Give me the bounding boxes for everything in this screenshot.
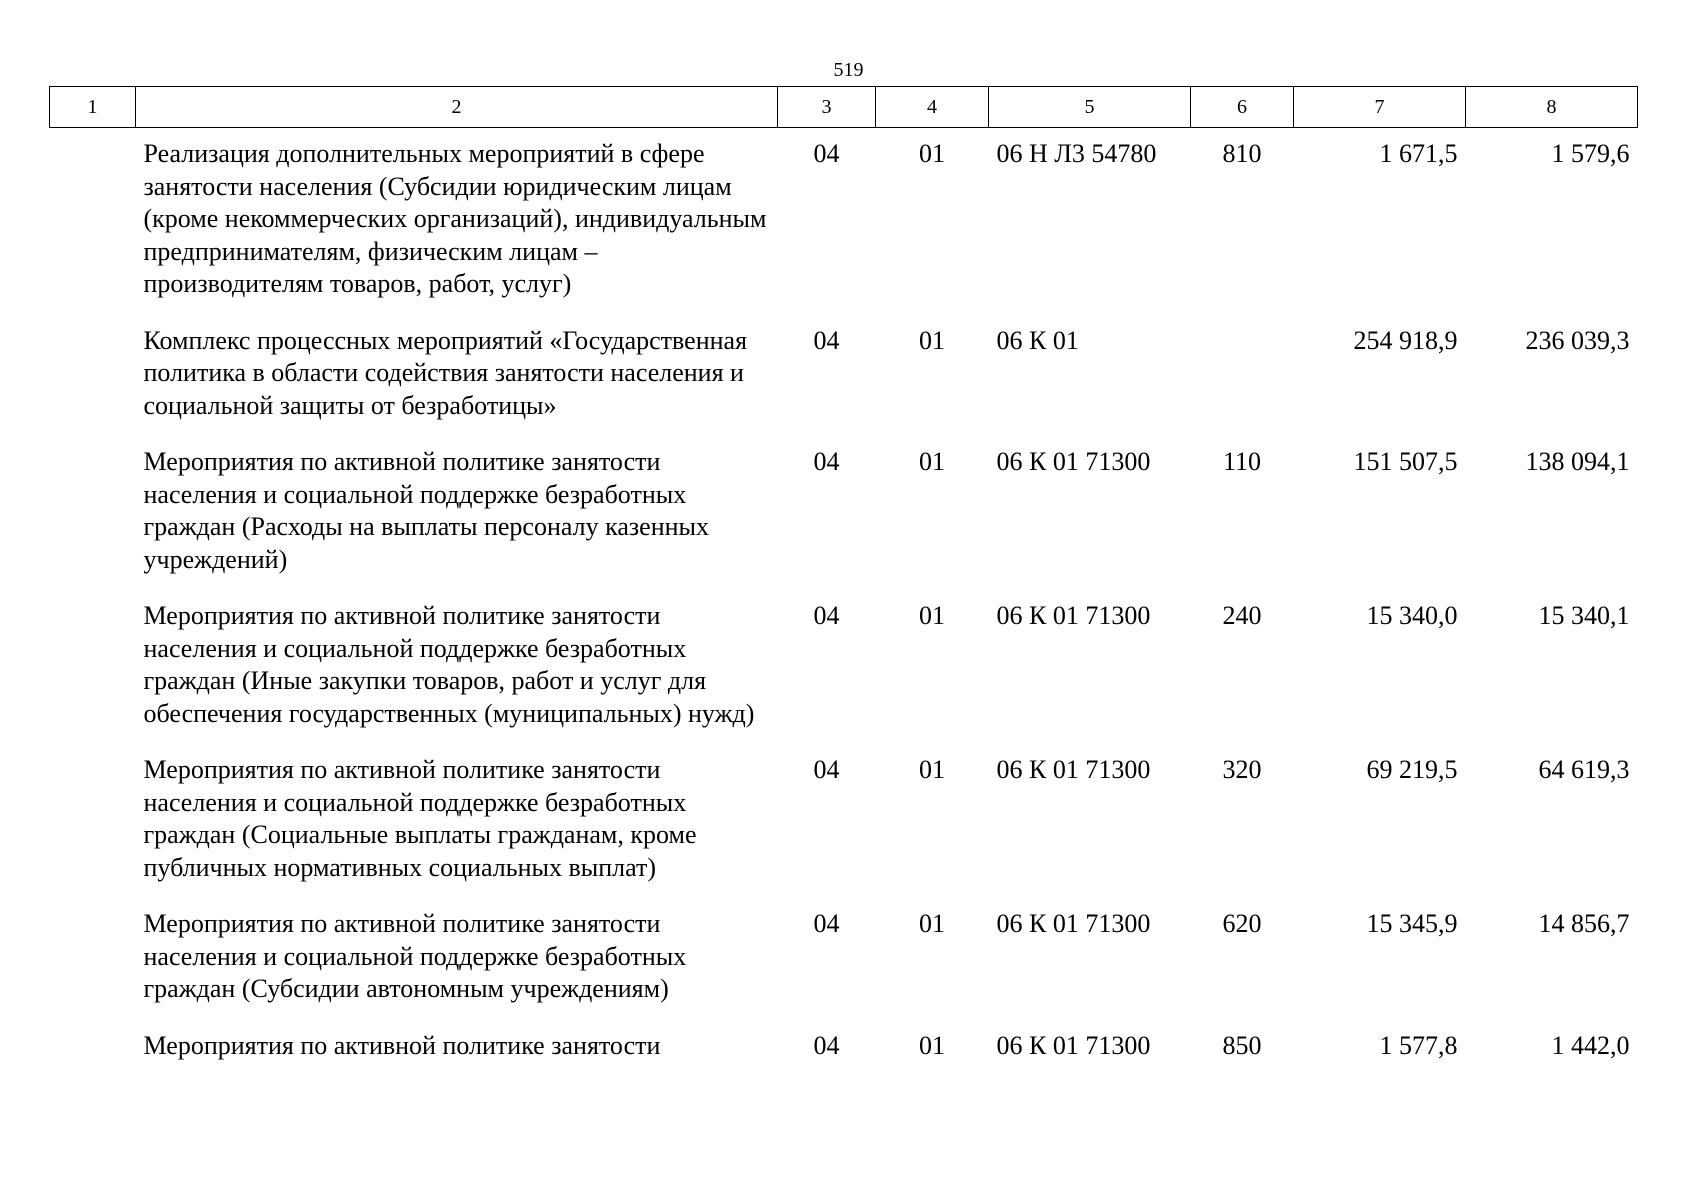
column-header: 7: [1294, 87, 1466, 128]
amount-column-8: 138 094,1: [1525, 447, 1630, 476]
row-number: [50, 1020, 136, 1077]
expense-name: Мероприятия по активной политике занятости: [143, 1030, 661, 1060]
section-code: 04: [813, 755, 840, 784]
table-row: [50, 744, 1638, 898]
table-row: [50, 128, 1638, 315]
expense-name: Мероприятия по активной политике занятости населения и социальной поддержке безработных граждан (Иные закупки товаров, работ и услуг для обеспечения государственных (муниципальных) нужд): [143, 601, 755, 728]
amount-column-7: 69 219,5: [1366, 755, 1458, 784]
column-header: 2: [136, 87, 778, 128]
expense-type-code: 850: [1222, 1030, 1262, 1060]
expense-name: Мероприятия по активной политике занятости населения и социальной поддержке безработных граждан (Социальные выплаты гражданам, кроме публичных нормативных социальных выплат): [143, 755, 697, 882]
column-header: 1: [50, 87, 136, 128]
target-article-code: 06 К 01 71300: [996, 909, 1151, 938]
table-row: [50, 590, 1638, 744]
target-article-code: 06 Н Л3 54780: [996, 139, 1157, 168]
amount-column-8: 64 619,3: [1538, 755, 1630, 784]
amount-column-7: 1 671,5: [1379, 139, 1458, 168]
target-article-code: 06 К 01: [996, 325, 1079, 355]
expense-name: Комплекс процессных мероприятий «Государственная политика в области содействия занятости населения и социальной защиты от безработицы»: [143, 325, 748, 420]
row-number: [50, 315, 136, 437]
section-code: 04: [813, 139, 840, 168]
budget-table: [49, 86, 1638, 1076]
column-header: 6: [1191, 87, 1294, 128]
column-header: 8: [1466, 87, 1638, 128]
row-number: [50, 590, 136, 744]
section-code: 04: [813, 601, 840, 630]
subsection-code: 01: [919, 139, 945, 168]
expense-name: Реализация дополнительных мероприятий в сфере занятости населения (Субсидии юридическим лицам (кроме некоммерческих организаций), индивидуальным предпринимателям, физическим лицам – производителям товаров, работ, услуг): [143, 139, 767, 298]
amount-column-8: 15 340,1: [1538, 601, 1630, 630]
amount-column-7: 151 507,5: [1353, 447, 1458, 476]
section-code: 04: [813, 1030, 840, 1060]
column-header: 5: [989, 87, 1191, 128]
target-article-code: 06 К 01 71300: [996, 447, 1151, 476]
target-article-code: 06 К 01 71300: [996, 1030, 1151, 1060]
row-number: [50, 898, 136, 1020]
expense-name: Мероприятия по активной политике занятости населения и социальной поддержке безработных граждан (Расходы на выплаты персоналу казенных учреждений): [143, 447, 709, 574]
header-row: [50, 87, 1638, 128]
column-header: 4: [876, 87, 989, 128]
expense-type-code: 810: [1222, 139, 1262, 168]
amount-column-7: 15 345,9: [1366, 909, 1458, 938]
expense-type-code: 320: [1222, 755, 1262, 784]
table-row: [50, 315, 1638, 437]
subsection-code: 01: [919, 325, 945, 355]
amount-column-7: 254 918,9: [1353, 325, 1458, 355]
expense-name: Мероприятия по активной политике занятости населения и социальной поддержке безработных граждан (Субсидии автономным учреждениям): [143, 909, 687, 1003]
expense-type-code: 240: [1222, 601, 1262, 630]
subsection-code: 01: [919, 447, 945, 476]
amount-column-8: 236 039,3: [1525, 325, 1630, 355]
page-number: 519: [833, 59, 864, 81]
table-row: [50, 436, 1638, 590]
subsection-code: 01: [919, 755, 945, 784]
amount-column-8: 1 579,6: [1551, 139, 1630, 168]
amount-column-7: 1 577,8: [1379, 1030, 1458, 1060]
section-code: 04: [813, 447, 840, 476]
row-number: [50, 744, 136, 898]
row-number: [50, 436, 136, 590]
row-number: [50, 128, 136, 315]
target-article-code: 06 К 01 71300: [996, 755, 1151, 784]
column-header: 3: [778, 87, 876, 128]
expense-type-code: [1191, 315, 1294, 437]
subsection-code: 01: [919, 601, 945, 630]
table-row: [50, 1020, 1638, 1077]
expense-type-code: 110: [1222, 447, 1262, 476]
amount-column-8: 1 442,0: [1551, 1030, 1630, 1060]
section-code: 04: [813, 909, 840, 938]
amount-column-7: 15 340,0: [1366, 601, 1458, 630]
target-article-code: 06 К 01 71300: [996, 601, 1151, 630]
amount-column-8: 14 856,7: [1538, 909, 1630, 938]
subsection-code: 01: [919, 909, 945, 938]
subsection-code: 01: [919, 1030, 945, 1060]
table-row: [50, 898, 1638, 1020]
section-code: 04: [813, 325, 840, 355]
expense-type-code: 620: [1222, 909, 1262, 938]
